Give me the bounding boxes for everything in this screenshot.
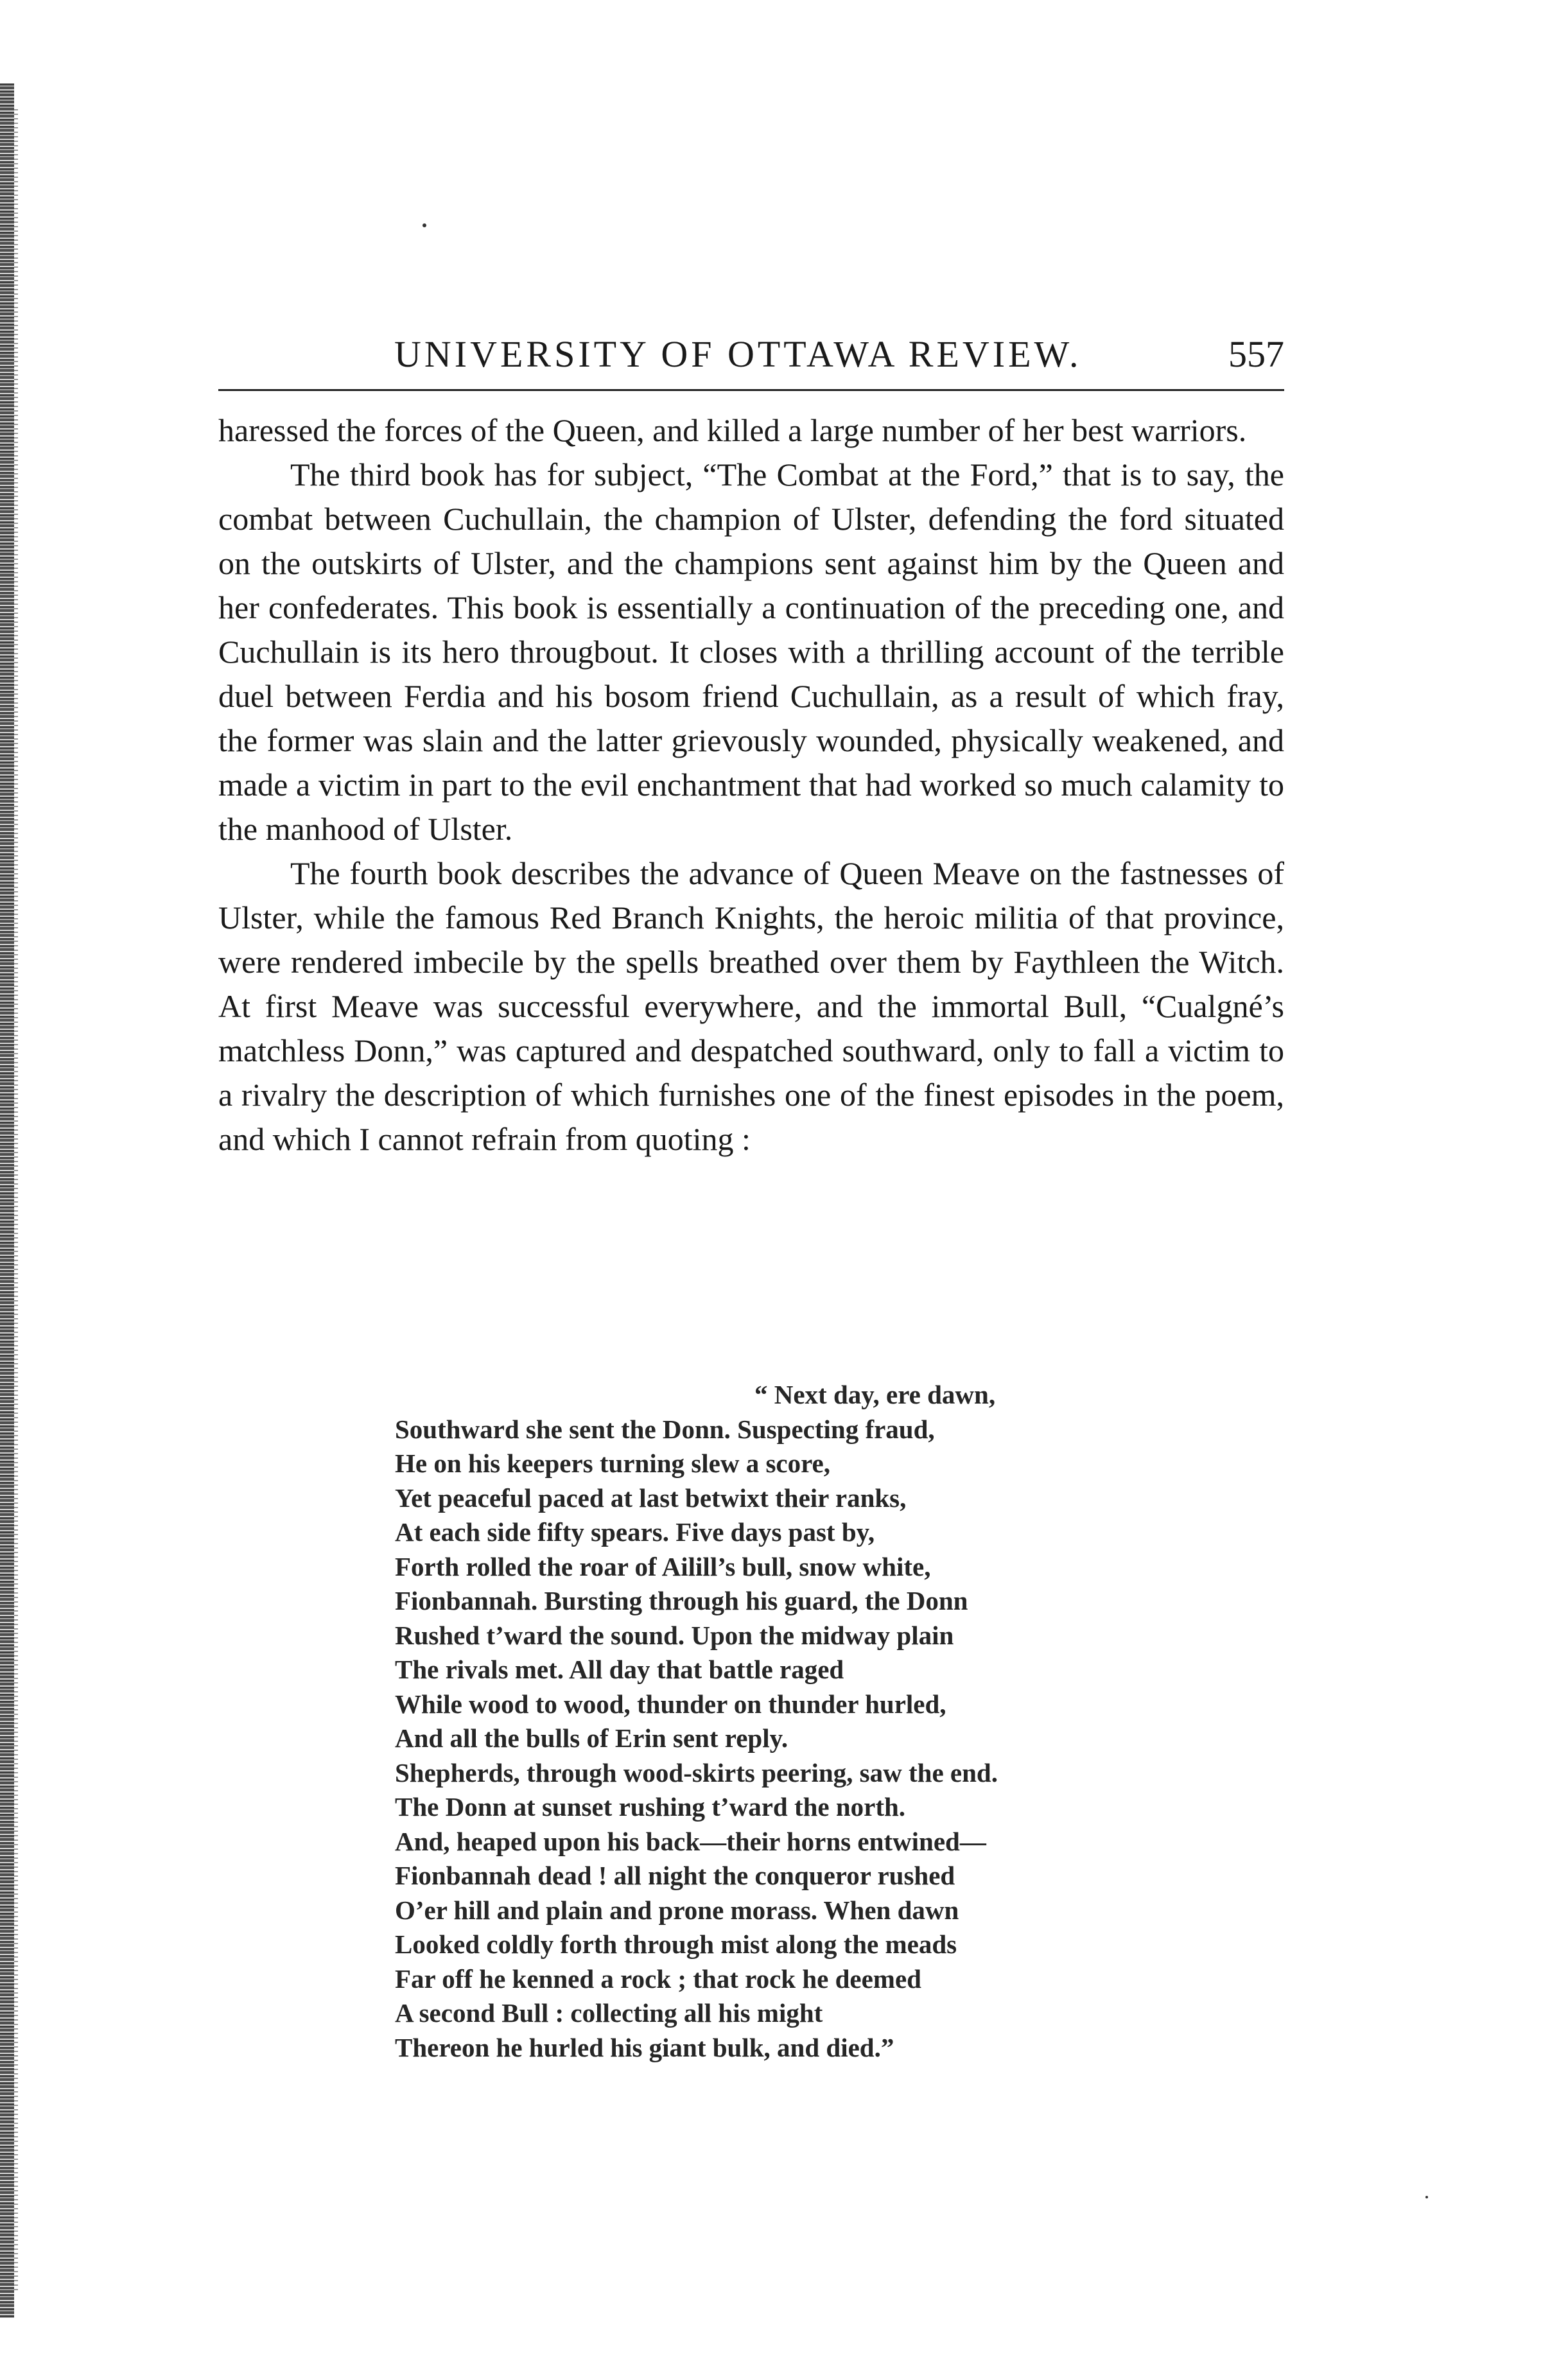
verse-line: Far off he kenned a rock ; that rock he deemed <box>395 1963 921 1994</box>
page-header <box>218 329 1284 380</box>
verse-line: Rushed t’ward the sound. Upon the midway plain <box>395 1620 954 1650</box>
verse-line: A second Bull : collecting all his might <box>395 1998 823 2028</box>
body-text <box>218 408 1284 1161</box>
page-binding-shadow <box>14 109 18 2292</box>
verse-line: Shepherds, through wood-skirts peering, saw the end. <box>395 1757 998 1788</box>
verse-line: He on his keepers turning slew a score, <box>395 1448 831 1478</box>
verse-line: Forth rolled the roar of Ailill’s bull, snow white, <box>395 1551 931 1581</box>
verse-line: O’er hill and plain and prone morass. When dawn <box>395 1895 959 1925</box>
print-speck <box>422 223 426 227</box>
verse-line: Yet peaceful paced at last betwixt their ranks, <box>395 1483 907 1513</box>
verse-line: The rivals met. All day that battle raged <box>395 1655 844 1684</box>
verse-line: And all the bulls of Erin sent reply. <box>395 1723 788 1753</box>
verse-line: “ Next day, ere dawn, <box>754 1380 996 1409</box>
header-rule <box>218 389 1284 391</box>
running-title: UNIVERSITY OF OTTAWA REVIEW. <box>394 333 1082 375</box>
paragraph-fourth-book: The fourth book describes the advance of Queen Meave on the fastnesses of Ulster, while the famous Red Branch Knights, the heroic militia of that province, were rendered imbecile by the spells breathed over them by Faythleen the Witch. At first Meave was successful everywhere, and the immortal Bull, “Cualgné’s matchless Donn,” was captured and despatched southward, only to fall a victim to a rivalry the description of which furnishes one of the finest episodes in the poem, and which I cannot refrain from quoting : <box>218 855 1284 1157</box>
paragraph-continued: haressed the forces of the Queen, and killed a large number of her best warriors. <box>218 412 1247 448</box>
verse-line: Fionbannah dead ! all night the conqueror rushed <box>395 1861 955 1890</box>
verse-line: At each side fifty spears. Five days past by, <box>395 1517 875 1547</box>
verse-line: And, heaped upon his back—their horns entwined— <box>395 1826 986 1856</box>
page-number: 557 <box>1228 333 1284 375</box>
verse-line: Fionbannah. Bursting through his guard, the Donn <box>395 1586 968 1615</box>
verse-line: Looked coldly forth through mist along the meads <box>395 1929 957 1959</box>
verse-line: Southward she sent the Donn. Suspecting fraud, <box>395 1414 935 1444</box>
verse-line: While wood to wood, thunder on thunder hurled, <box>395 1689 946 1719</box>
verse-quotation <box>395 1378 1191 2065</box>
print-speck <box>1425 2196 1428 2198</box>
page-binding-edge <box>0 83 14 2318</box>
verse-line: Thereon he hurled his giant bulk, and died.” <box>395 2032 894 2062</box>
verse-line: The Donn at sunset rushing t’ward the north. <box>395 1792 906 1822</box>
paragraph-third-book: The third book has for subject, “The Combat at the Ford,” that is to say, the combat between Cuchullain, the champion of Ulster, defending the ford situated on the outskirts of Ulster, and the champions sent against him by the Queen and her confederates. This book is essentially a continuation of the preceding one, and Cuchullain is its hero througbout. It closes with a thrilling account of the terrible duel between Ferdia and his bosom friend Cuchullain, as a result of which fray, the former was slain and the latter grievously wounded, physically weakened, and made a victim in part to the evil enchantment that had worked so much calamity to the manhood of Ulster. <box>218 457 1284 847</box>
